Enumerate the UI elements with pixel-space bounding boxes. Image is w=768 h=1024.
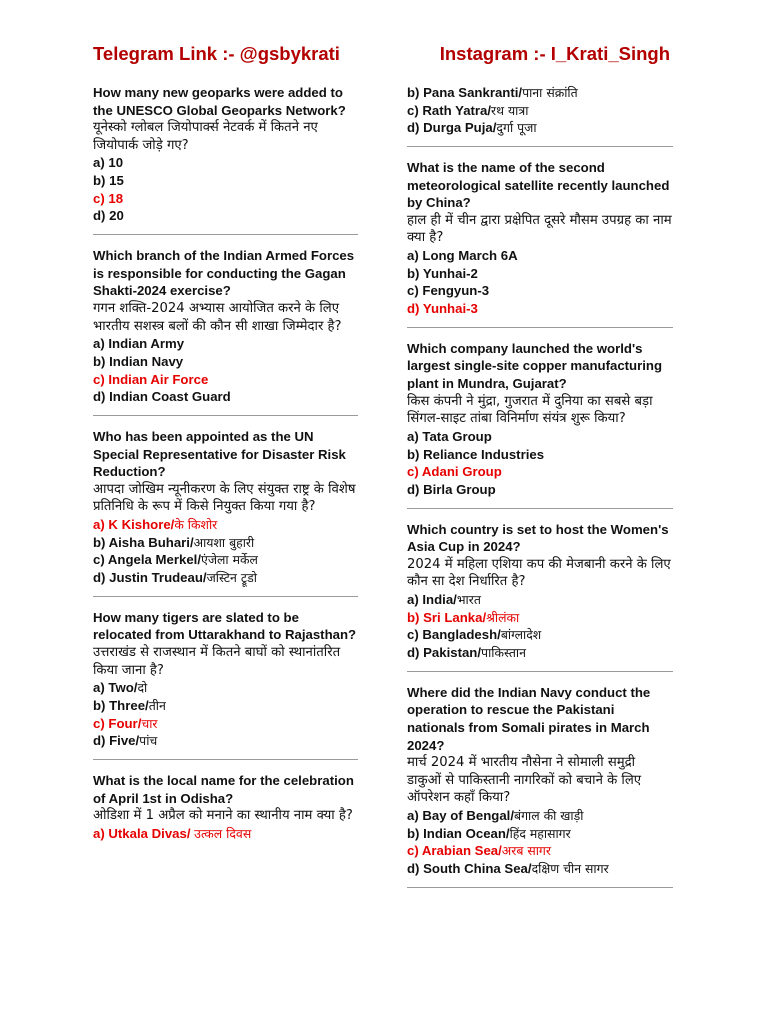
option-text: b) Three/ [93, 697, 149, 713]
option-text-hindi: एंजेला मर्केल [200, 552, 258, 568]
question-hindi: ओडिशा में 1 अप्रैल को मनाने का स्थानीय नाम क्या है? [93, 808, 353, 824]
option [93, 154, 358, 172]
option-text-hindi: पाना संक्रांति [522, 85, 578, 100]
question-block [407, 159, 673, 318]
telegram-link[interactable]: Telegram Link :- @gsbykrati [93, 43, 340, 64]
correct-option [407, 842, 673, 860]
option-text: c) Angela Merkel/ [93, 552, 201, 568]
question-hindi: उत्तराखंड से राजस्थान में कितने बाघों को स्थानांतरित किया जाना है? [93, 644, 341, 678]
option [407, 481, 673, 499]
option-text: b) Yunhai-2 [407, 265, 478, 281]
option-text: c) Bangladesh/ [407, 627, 501, 643]
question-block [93, 247, 358, 406]
option [407, 102, 673, 120]
option-text: a) Two/ [93, 680, 138, 696]
option-text: b) Sri Lanka/ [407, 609, 487, 625]
question-hindi: गगन शक्ति-2024 अभ्यास आयोजित करने के लिए भारतीय सशस्त्र बलों की कौन सी शाखा जिम्मेदार है? [93, 300, 342, 334]
option-text-hindi: दुर्गा पूजा [496, 120, 537, 136]
continued-options [407, 84, 673, 137]
option [407, 626, 673, 644]
question-english: How many tigers are slated to be relocated from Uttarakhand to Rajasthan? [93, 609, 357, 643]
separator [407, 146, 673, 147]
option-text: d) Indian Coast Guard [93, 389, 231, 405]
option-text-hindi: रथ यात्रा [491, 102, 529, 118]
option [407, 644, 673, 662]
option-text: a) 10 [93, 155, 124, 171]
option [407, 119, 673, 137]
separator [407, 887, 673, 888]
option-text-hindi: श्रीलंका [486, 609, 520, 625]
option-text: a) Indian Army [93, 336, 185, 352]
option-text-hindi: अरब सागर [501, 843, 551, 859]
option-text: a) Tata Group [407, 428, 492, 444]
option [407, 807, 673, 825]
option-text-hindi: उत्कल दिवस [194, 825, 252, 841]
option-text: d) Five/ [93, 733, 140, 749]
correct-option [93, 371, 358, 389]
option [93, 534, 358, 552]
option-text: d) South China Sea/ [407, 861, 532, 877]
correct-option [407, 463, 673, 481]
option-text: b) 15 [93, 173, 124, 189]
separator [407, 671, 673, 672]
question-hindi: 2024 में महिला एशिया कप की मेजबानी करने के लिए कौन सा देश निर्धारित है? [407, 556, 671, 590]
option-text-hindi: दक्षिण चीन सागर [531, 861, 609, 877]
option [407, 446, 673, 464]
correct-option [407, 609, 673, 627]
question-english: Which country is set to host the Women's Asia Cup in 2024? [407, 521, 669, 555]
option [407, 247, 673, 265]
correct-option [93, 516, 358, 534]
question-english: Where did the Indian Navy conduct the operation to rescue the Pakistani nationals from Somali pirates in March 2024? [407, 684, 651, 753]
option-text-hindi: बंगाल की खाड़ी [514, 808, 584, 824]
option-text-hindi: आयशा बुहारी [193, 534, 255, 550]
option-text: c) Rath Yatra/ [407, 102, 492, 118]
instagram-handle[interactable]: Instagram :- I_Krati_Singh [439, 43, 670, 64]
option-text-hindi: हिंद महासागर [509, 825, 571, 841]
option [407, 860, 673, 878]
question-english: What is the name of the second meteorological satellite recently launched by China? [407, 160, 670, 211]
option-text: b) Indian Ocean/ [407, 825, 510, 841]
option-text: a) Long March 6A [407, 248, 518, 264]
option-text-hindi: बांग्लादेश [500, 627, 542, 643]
option-text: d) Durga Puja/ [407, 120, 497, 136]
option [93, 207, 358, 225]
question-block [407, 340, 673, 499]
header [93, 42, 670, 66]
question-hindi: यूनेस्को ग्लोबल जियोपार्क्स नेटवर्क में कितने नए जियोपार्क जोड़े गए? [93, 120, 318, 153]
option-text: d) 20 [93, 208, 124, 224]
question-hindi: हाल ही में चीन द्वारा प्रक्षेपित दूसरे मौसम उपग्रह का नाम क्या है? [407, 212, 672, 246]
question-block [407, 684, 673, 878]
option [93, 551, 358, 569]
option-text: d) Yunhai-3 [407, 301, 478, 317]
option-text: d) Birla Group [407, 481, 496, 497]
separator [407, 327, 673, 328]
separator [407, 508, 673, 509]
option [93, 679, 358, 697]
question-block [93, 84, 358, 225]
option-text-hindi: तीन [148, 697, 166, 713]
option-text: c) Arabian Sea/ [407, 843, 502, 859]
option [407, 282, 673, 300]
question-block [93, 428, 358, 587]
option-text-hindi: के किशोर [174, 516, 218, 532]
option-text: a) Utkala Divas/ [93, 825, 195, 841]
option-text: d) Justin Trudeau/ [93, 570, 207, 586]
option [93, 732, 358, 750]
question-english: How many new geoparks were added to the UNESCO Global Geoparks Network? [93, 85, 346, 118]
option-text: b) Indian Navy [93, 353, 184, 369]
separator [93, 596, 358, 597]
correct-option [93, 190, 358, 208]
correct-option [93, 715, 358, 733]
option-text: a) India/ [407, 592, 457, 608]
option [407, 265, 673, 283]
option [93, 569, 358, 587]
option [93, 335, 358, 353]
correct-option [93, 825, 358, 843]
option-text-hindi: पाकिस्तान [481, 645, 526, 661]
correct-option [407, 300, 673, 318]
option-text: c) Adani Group [407, 464, 502, 480]
option-text: b) Aisha Buhari/ [93, 534, 194, 550]
option [93, 697, 358, 715]
option [407, 825, 673, 843]
left-column [93, 84, 358, 851]
option-text: a) Bay of Bengal/ [407, 808, 514, 824]
question-english: What is the local name for the celebration of April 1st in Odisha? [93, 772, 354, 806]
option-text: a) K Kishore/ [93, 516, 175, 532]
option-text: d) Pakistan/ [407, 645, 482, 661]
question-hindi: किस कंपनी ने मुंद्रा, गुजरात में दुनिया का सबसे बड़ा सिंगल-साइट तांबा विनिर्माण संयंत्र शुरू किया? [407, 393, 653, 427]
option-text-hindi: दो [137, 680, 148, 696]
option-text-hindi: पांच [139, 733, 158, 749]
question-english: Which branch of the Indian Armed Forces is responsible for conducting the Gagan Shakti-2024 exercise? [93, 248, 355, 299]
option-text: b) Pana Sankranti/ [407, 85, 523, 100]
separator [93, 415, 358, 416]
option [93, 172, 358, 190]
right-column [407, 84, 673, 900]
question-hindi: आपदा जोखिम न्यूनीकरण के लिए संयुक्त राष्ट्र के विशेष प्रतिनिधि के रूप में किसे नियुक्त किया गया है? [93, 481, 356, 515]
option [407, 84, 673, 102]
option [93, 353, 358, 371]
question-hindi: मार्च 2024 में भारतीय नौसेना ने सोमाली समुद्री डाकुओं से पाकिस्तानी नागरिकों को बचाने के लिए ऑपरेशन कहाँ किया? [407, 755, 642, 806]
question-block [407, 521, 673, 662]
question-english: Who has been appointed as the UN Special Representative for Disaster Risk Reduction? [93, 428, 346, 480]
option [407, 428, 673, 446]
option-text: c) Fengyun-3 [407, 283, 490, 299]
option [93, 388, 358, 406]
separator [93, 234, 358, 235]
option [407, 591, 673, 609]
option-text: b) Reliance Industries [407, 446, 545, 462]
option-text-hindi: भारत [456, 592, 481, 608]
separator [93, 759, 358, 760]
question-block [93, 772, 358, 842]
option-text-hindi: जस्टिन ट्रूडो [206, 570, 257, 586]
option-text: c) 18 [93, 190, 124, 206]
option-text: c) Four/ [93, 715, 142, 731]
option-text: c) Indian Air Force [93, 371, 209, 387]
option-text-hindi: चार [141, 715, 158, 731]
question-english: Which company launched the world's largest single-site copper manufacturing plant in Mundra, Gujarat? [407, 340, 663, 392]
question-block [93, 609, 358, 750]
